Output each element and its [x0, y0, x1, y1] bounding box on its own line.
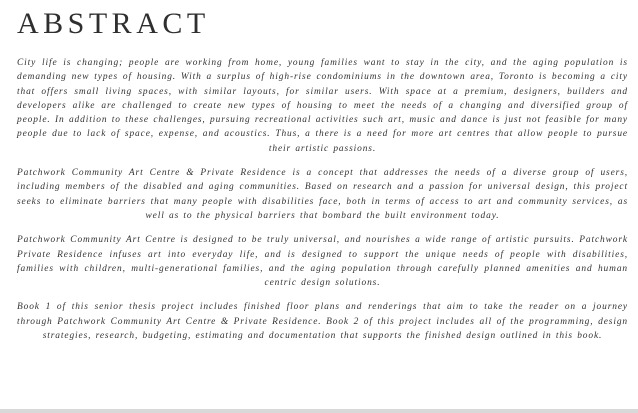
abstract-paragraph-3: Patchwork Community Art Centre is designed to be truly universal, and nourishes a wide range of artistic pursuits. Patchwork Private Residence infuses art into everyday life, and is designed to support the unique needs of people with disabilities, families with children, multi-generational families, and the aging population through carefully planned amenities and human centric design solutions. [17, 235, 628, 289]
abstract-paragraph-2: Patchwork Community Art Centre & Private Residence is a concept that addresses the needs of a diverse group of users, including members of the disabled and aging communities. Based on research and a passion for universal design, this project seeks to eliminate barriers that many people with disabilities face, both in terms of access to art and community services, as well as to the physical barriers that bombard the built environment today. [17, 168, 628, 221]
page-title: ABSTRACT [17, 7, 210, 40]
abstract-page [17, 0, 628, 413]
abstract-paragraph-1: City life is changing; people are working from home, young families want to stay in the city, and the aging population is demanding new types of housing. With a surplus of high-rise condominiums in the downtown area, Toronto is becoming a city that offers small living spaces, with similar layouts, for similar users. With space at a premium, designers, builders and developers alike are challenged to create new types of housing to meet the needs of a changing and diversified group of people. In addition to these challenges, pursuing recreational activities such art, music and dance is just not feasible for many people due to lack of space, expense, and acoustics. Thus, a there is a need for more art centres that allow people to pursue their artistic passions. [17, 58, 628, 154]
abstract-paragraph-4: Book 1 of this senior thesis project includes finished floor plans and renderings that aim to take the reader on a journey through Patchwork Community Art Centre & Private Residence. Book 2 of this project includes all of the programming, design strategies, research, budgeting, estimating and documentation that supports the finished design outlined in this book. [17, 302, 628, 342]
page-bottom-divider [0, 409, 638, 413]
